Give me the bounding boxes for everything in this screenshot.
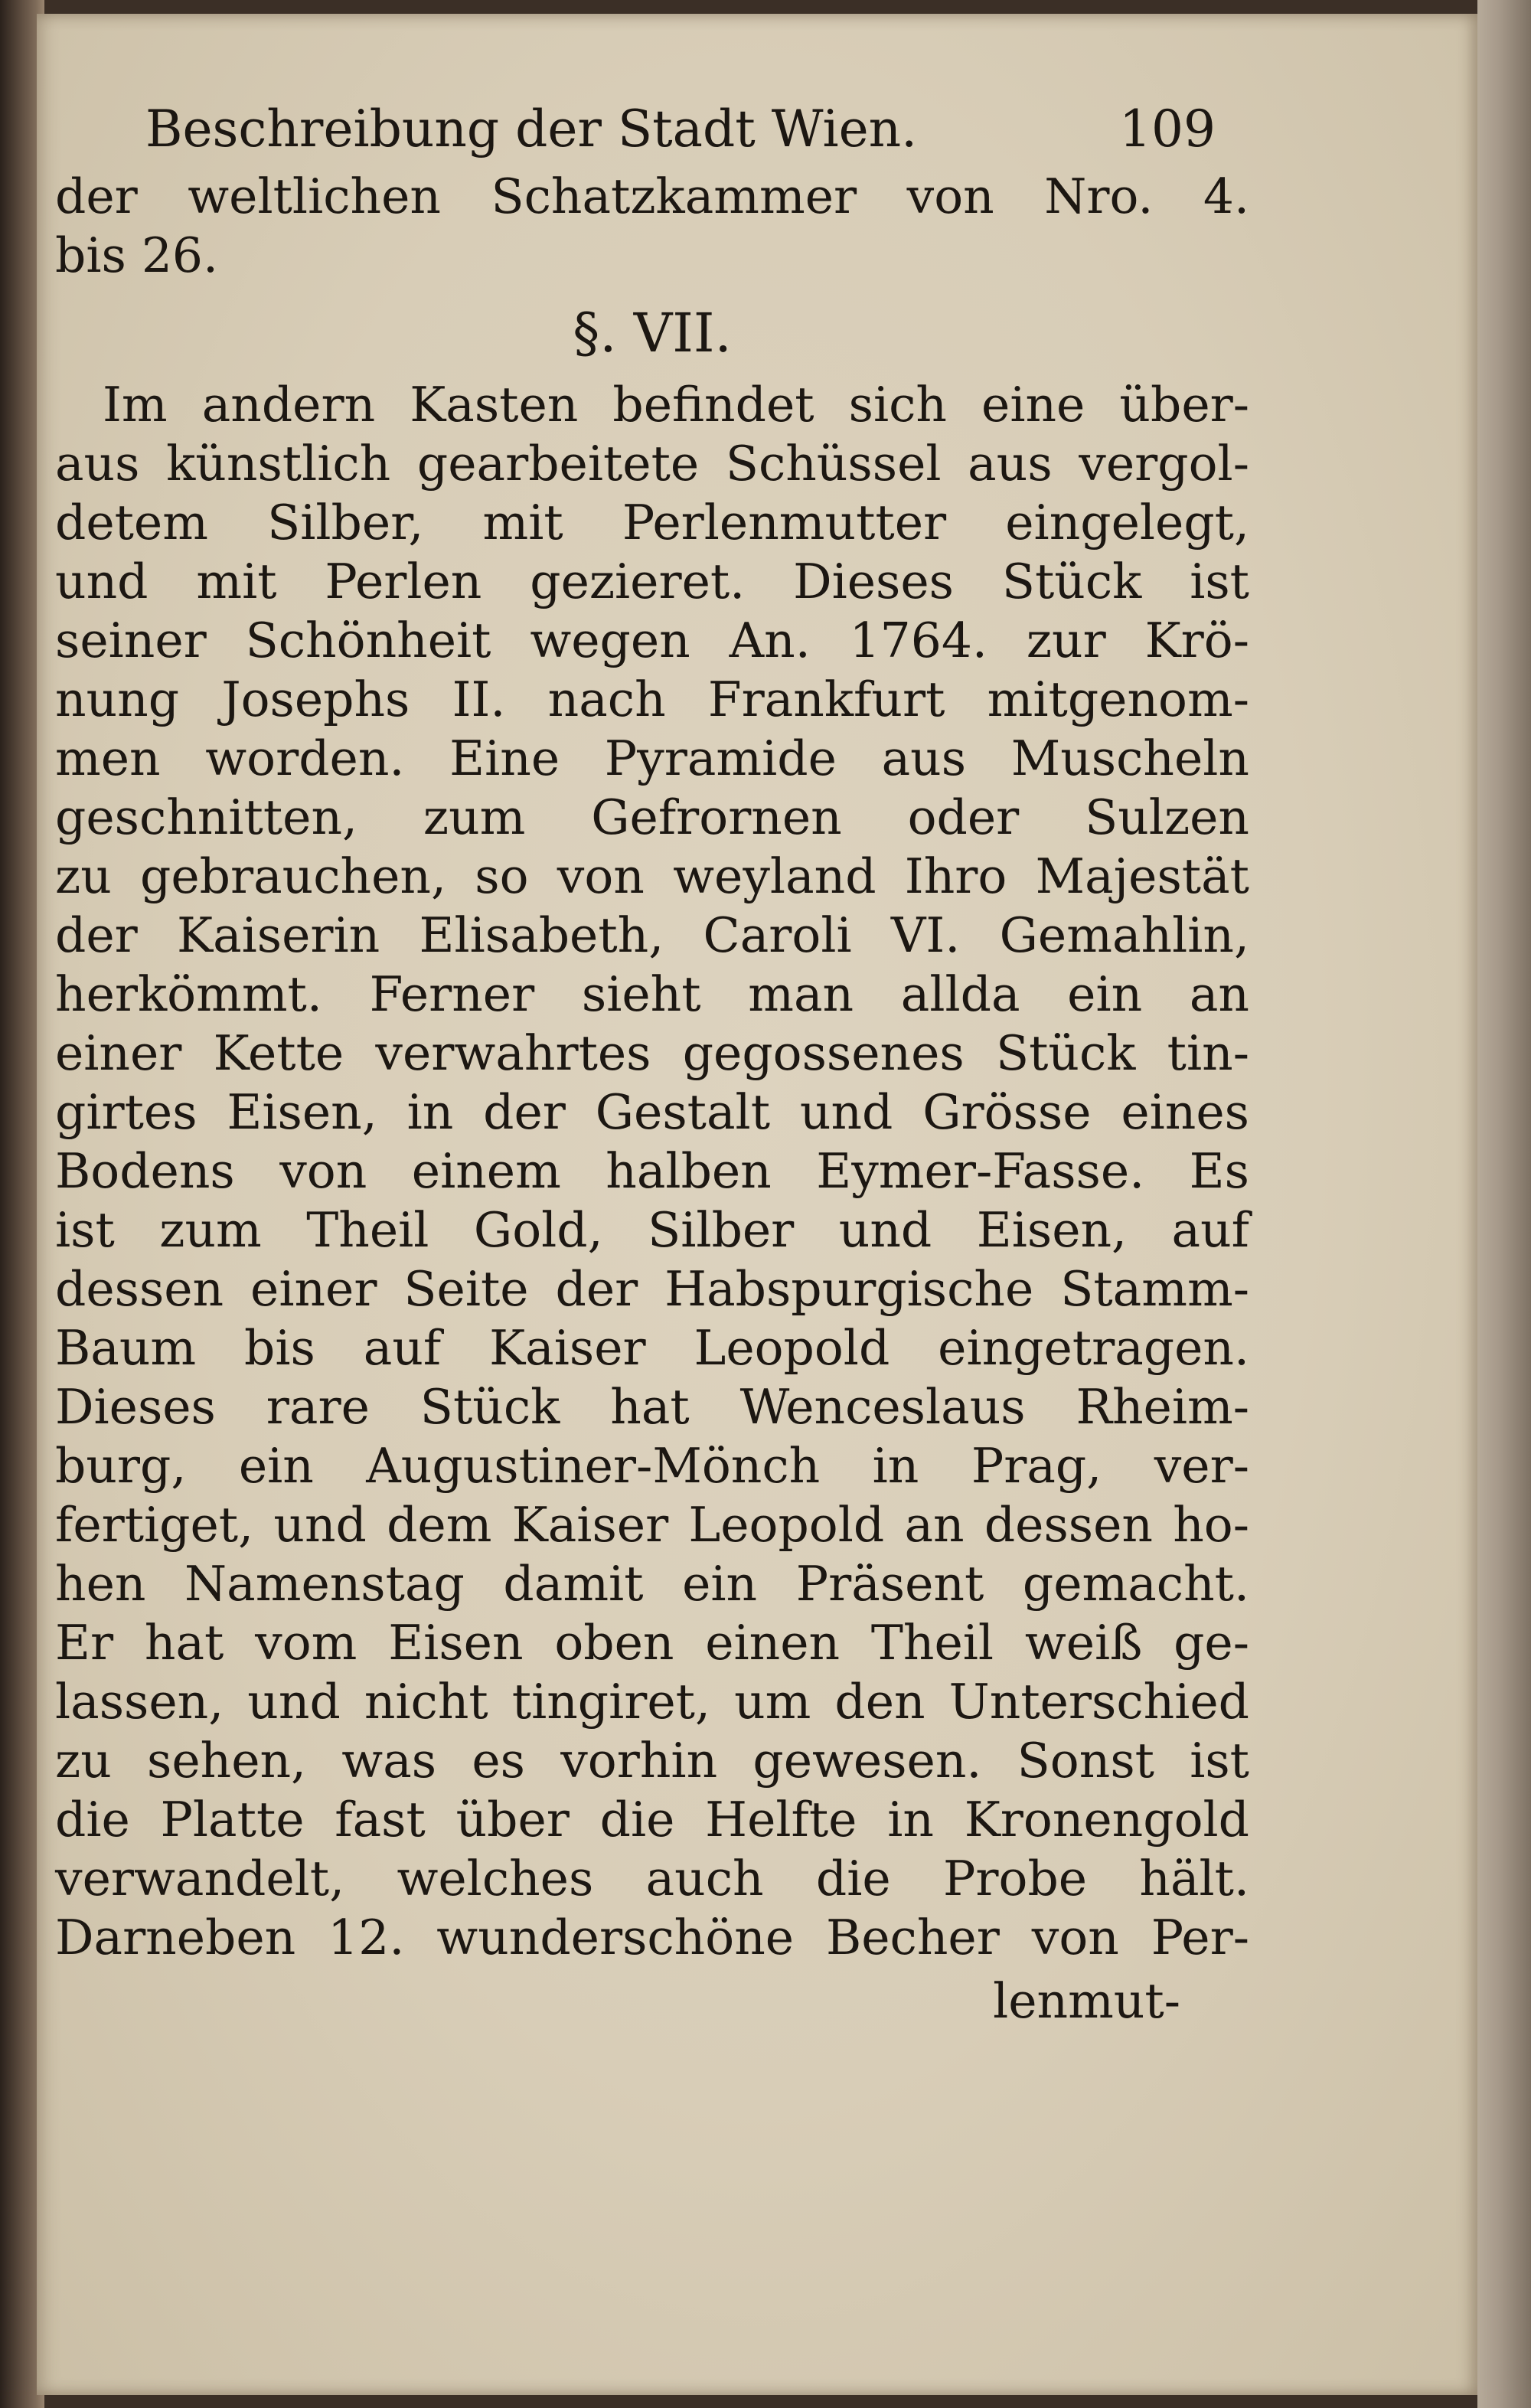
text-line: herkömmt. Ferner sieht man allda ein an bbox=[55, 966, 1249, 1022]
text-line: der weltlichen Schatzkammer von Nro. 4. bbox=[55, 168, 1249, 224]
text-line: Darneben 12. wunderschöne Becher von Per- bbox=[55, 1910, 1249, 1965]
text-line: geschnitten, zum Gefrornen oder Sulzen bbox=[55, 789, 1249, 845]
catchword: lenmut- bbox=[993, 1973, 1180, 2029]
text-line: Er hat vom Eisen oben einen Theil weiß ge- bbox=[55, 1615, 1249, 1671]
paragraph bbox=[55, 375, 1249, 1967]
page-number: 109 bbox=[1119, 100, 1216, 158]
text-line: fertiget, und dem Kaiser Leopold an dessen ho- bbox=[55, 1497, 1249, 1553]
text-line: Bodens von einem halben Eymer-Fasse. Es bbox=[55, 1143, 1249, 1199]
text-line: zu gebrauchen, so von weyland Ihro Majestät bbox=[55, 848, 1249, 904]
text-line: ist zum Theil Gold, Silber und Eisen, auf bbox=[55, 1202, 1249, 1258]
text-line: einer Kette verwahrtes gegossenes Stück tin- bbox=[55, 1025, 1249, 1081]
text-line: zu sehen, was es vorhin gewesen. Sonst ist bbox=[55, 1733, 1249, 1789]
text-line: detem Silber, mit Perlenmutter eingelegt, bbox=[55, 495, 1249, 551]
page-header bbox=[145, 100, 1216, 167]
running-title: Beschreibung der Stadt Wien. bbox=[145, 100, 918, 158]
text-line: aus künstlich gearbeitete Schüssel aus vergol- bbox=[55, 436, 1249, 492]
text-line: Dieses rare Stück hat Wenceslaus Rheim- bbox=[55, 1379, 1249, 1435]
text-line: und mit Perlen gezieret. Dieses Stück ist bbox=[55, 554, 1249, 609]
text-line: verwandelt, welches auch die Probe hält. bbox=[55, 1851, 1249, 1906]
text-line: Im andern Kasten befindet sich eine über- bbox=[103, 377, 1249, 433]
text-line: lassen, und nicht tingiret, um den Unterschied bbox=[55, 1674, 1249, 1730]
section-heading: §. VII. bbox=[573, 302, 732, 364]
text-line: Baum bis auf Kaiser Leopold eingetragen. bbox=[55, 1320, 1249, 1376]
text-line: nung Josephs II. nach Frankfurt mitgenom- bbox=[55, 671, 1249, 727]
text-line: men worden. Eine Pyramide aus Muscheln bbox=[55, 730, 1249, 786]
text-line: girtes Eisen, in der Gestalt und Grösse eines bbox=[55, 1084, 1249, 1140]
text-line: burg, ein Augustiner-Mönch in Prag, ver- bbox=[55, 1438, 1249, 1494]
text-line: seiner Schönheit wegen An. 1764. zur Krö- bbox=[55, 613, 1249, 668]
text-line: der Kaiserin Elisabeth, Caroli VI. Gemahlin, bbox=[55, 907, 1249, 963]
page-edge bbox=[1477, 0, 1531, 2408]
text-line: dessen einer Seite der Habspurgische Stamm- bbox=[55, 1261, 1249, 1317]
text-line: bis 26. bbox=[55, 227, 219, 283]
text-line: die Platte fast über die Helfte in Kronengold bbox=[55, 1792, 1249, 1848]
page-text bbox=[55, 100, 1249, 2031]
text-line: hen Namenstag damit ein Präsent gemacht. bbox=[55, 1556, 1249, 1612]
